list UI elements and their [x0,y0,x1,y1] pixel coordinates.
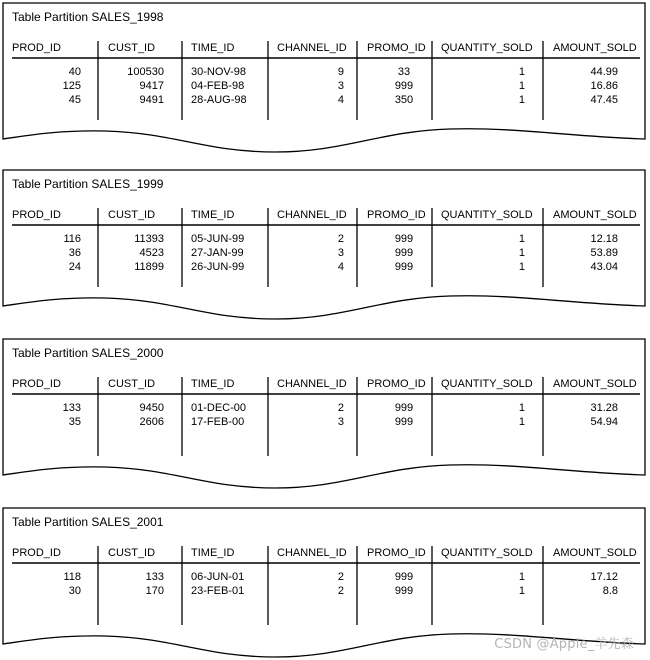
column-header: CHANNEL_ID [277,42,347,54]
column-header: TIME_ID [191,547,235,559]
table-cell: 44.99 [590,66,618,78]
column-header: CUST_ID [108,378,156,390]
partition-title: Table Partition SALES_1998 [12,10,164,24]
table-cell: 9417 [139,80,164,92]
table-cell: 26-JUN-99 [191,261,245,273]
column-header: PROD_ID [12,209,61,221]
table-cell: 17-FEB-00 [191,416,245,428]
table-cell: 11393 [134,233,164,245]
table-cell: 2 [337,233,344,245]
partition-block [3,3,645,152]
column-header: TIME_ID [191,42,235,54]
table-cell: 133 [145,571,164,583]
table-cell: 4 [337,261,344,273]
table-cell: 1 [518,261,525,273]
table-cell: 1 [518,571,525,583]
table-cell: 1 [518,585,525,597]
column-header: PROD_ID [12,547,61,559]
table-cell: 30 [68,585,81,597]
table-cell: 1 [518,66,525,78]
partition-block [3,339,645,488]
table-cell: 12.18 [590,233,618,245]
table-cell: 3 [337,247,344,259]
column-header: PROMO_ID [367,547,426,559]
table-cell: 35 [68,416,81,428]
table-cell: 30-NOV-98 [191,66,247,78]
table-cell: 47.45 [590,94,618,106]
table-cell: 133 [62,402,81,414]
column-header: AMOUNT_SOLD [553,547,637,559]
table-cell: 2 [337,402,344,414]
table-cell: 1 [518,402,525,414]
table-cell: 4523 [139,247,164,259]
table-cell: 05-JUN-99 [191,233,245,245]
partition-block [3,170,645,319]
column-header: CHANNEL_ID [277,378,347,390]
table-cell: 06-JUN-01 [191,571,245,583]
table-cell: 999 [394,585,414,597]
table-cell: 2606 [139,416,164,428]
table-cell: 3 [337,80,344,92]
table-cell: 999 [394,261,414,273]
table-cell: 1 [518,80,525,92]
table-cell: 45 [68,94,81,106]
watermark: CSDN @Apple_羊先森 [494,637,634,652]
table-cell: 24 [68,261,81,273]
table-cell: 350 [394,94,414,106]
column-header: PROMO_ID [367,209,426,221]
table-cell: 116 [63,233,81,245]
table-cell: 999 [394,402,414,414]
table-cell: 999 [394,571,414,583]
table-cell: 36 [68,247,81,259]
table-cell: 43.04 [590,261,618,273]
column-header: TIME_ID [191,378,235,390]
column-header: CUST_ID [108,547,156,559]
partition-title: Table Partition SALES_2000 [12,346,164,360]
table-cell: 01-DEC-00 [191,402,247,414]
table-cell: 999 [394,247,414,259]
column-header: PROD_ID [12,42,61,54]
column-header: QUANTITY_SOLD [441,42,533,54]
table-cell: 17.12 [590,571,618,583]
table-cell: 999 [394,80,414,92]
table-cell: 31.28 [590,402,618,414]
table-cell: 118 [63,571,81,583]
column-header: QUANTITY_SOLD [441,209,533,221]
partition-outline [3,3,645,152]
table-cell: 28-AUG-98 [191,94,247,106]
table-cell: 2 [337,571,344,583]
table-cell: 170 [145,585,164,597]
partition-title: Table Partition SALES_2001 [12,515,164,529]
partition-outline [3,170,645,319]
table-cell: 11899 [134,261,164,273]
table-cell: 1 [518,247,525,259]
column-header: CHANNEL_ID [277,209,347,221]
table-cell: 23-FEB-01 [191,585,245,597]
column-header: QUANTITY_SOLD [441,547,533,559]
table-cell: 999 [394,416,414,428]
column-header: CHANNEL_ID [277,547,347,559]
column-header: CUST_ID [108,209,156,221]
table-cell: 9491 [139,94,164,106]
table-cell: 8.8 [602,585,618,597]
column-header: TIME_ID [191,209,235,221]
partition-title: Table Partition SALES_1999 [12,177,164,191]
column-header: AMOUNT_SOLD [553,209,637,221]
column-header: CUST_ID [108,42,156,54]
table-cell: 100530 [127,66,164,78]
table-cell: 9450 [139,402,164,414]
table-cell: 53.89 [590,247,618,259]
table-cell: 9 [337,66,344,78]
table-cell: 04-FEB-98 [191,80,245,92]
table-cell: 27-JAN-99 [191,247,244,259]
table-cell: 125 [62,80,81,92]
table-cell: 1 [518,233,525,245]
column-header: AMOUNT_SOLD [553,42,637,54]
table-cell: 54.94 [590,416,618,428]
table-cell: 16.86 [590,80,618,92]
column-header: AMOUNT_SOLD [553,378,637,390]
table-cell: 4 [337,94,344,106]
table-cell: 40 [68,66,81,78]
column-header: QUANTITY_SOLD [441,378,533,390]
column-header: PROMO_ID [367,378,426,390]
table-cell: 1 [518,416,525,428]
table-cell: 3 [337,416,344,428]
table-cell: 33 [397,66,411,78]
partition-outline [3,339,645,488]
table-cell: 2 [337,585,344,597]
table-cell: 999 [394,233,414,245]
table-cell: 1 [518,94,525,106]
column-header: PROD_ID [12,378,61,390]
column-header: PROMO_ID [367,42,426,54]
